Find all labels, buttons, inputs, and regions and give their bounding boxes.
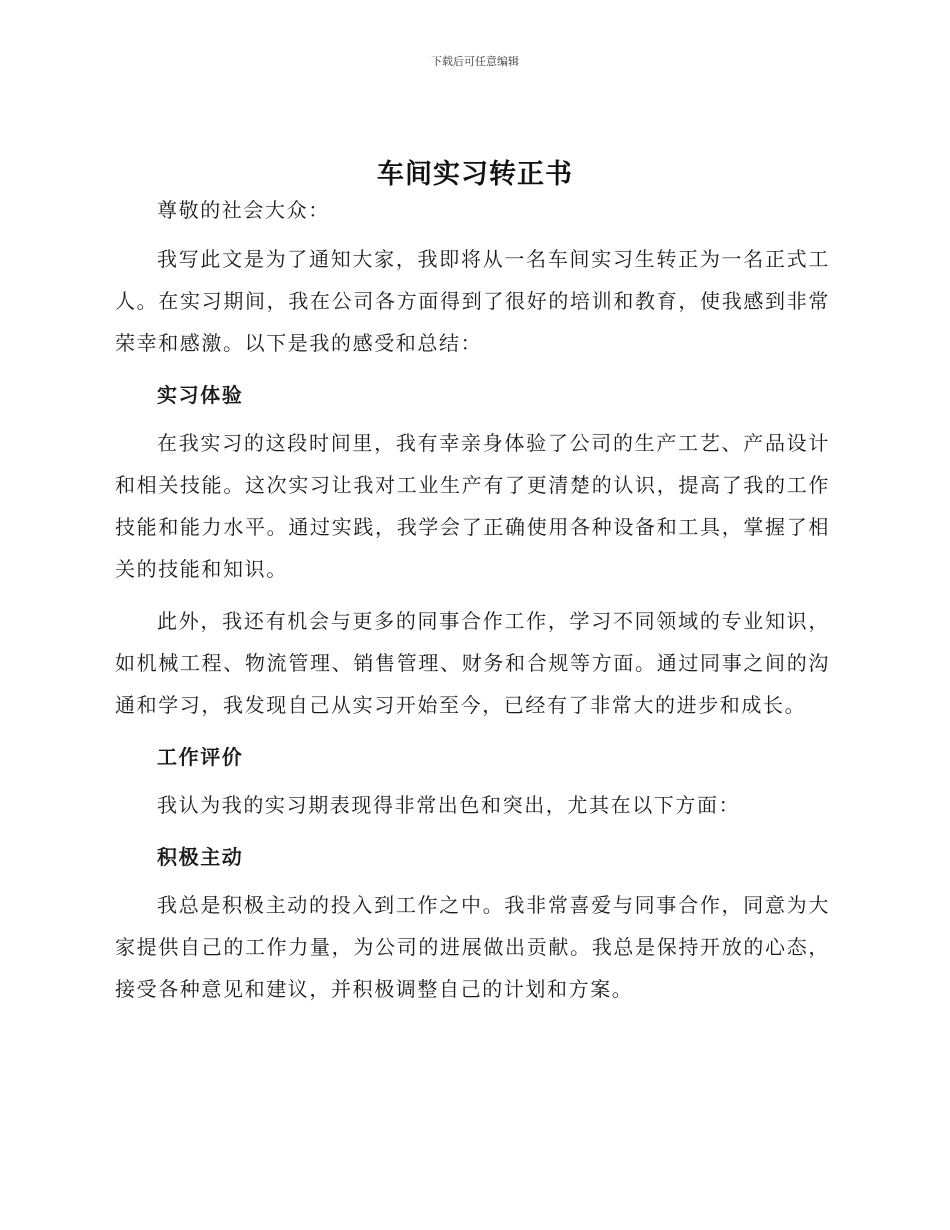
document-title: 车间实习转正书 (377, 159, 573, 190)
section-heading-experience: 实习体验 (157, 383, 244, 407)
greeting: 尊敬的社会大众： (157, 198, 330, 222)
initiative-paragraph: 我总是积极主动的投入到工作之中。我非常喜爱与同事合作，同意为大家提供自己的工作力量，为公司的进展做出贡献。我总是保持开放的心态，接受各种意见和建议，并积极调整自己的计划和方案。 (115, 893, 830, 1001)
section-heading-evaluation: 工作评价 (157, 745, 244, 769)
experience-paragraph-1: 在我实习的这段时间里，我有幸亲身体验了公司的生产工艺、产品设计和相关技能。这次实习让我对工业生产有了更清楚的认识，提高了我的工作技能和能力水平。通过实践，我学会了正确使用各种设备和工具，掌握了相关的技能和知识。 (115, 431, 830, 581)
section-heading-initiative: 积极主动 (157, 845, 244, 869)
experience-paragraph-2: 此外，我还有机会与更多的同事合作工作，学习不同领域的专业知识，如机械工程、物流管理、销售管理、财务和合规等方面。通过同事之间的沟通和学习，我发现自己从实习开始至今，已经有了非常大的进步和成长。 (115, 609, 830, 717)
document-body (115, 194, 830, 1020)
intro-paragraph: 我写此文是为了通知大家，我即将从一名车间实习生转正为一名正式工人。在实习期间，我在公司各方面得到了很好的培训和教育，使我感到非常荣幸和感激。以下是我的感受和总结： (115, 247, 830, 355)
header-note: 下载后可任意编辑 (431, 55, 519, 68)
evaluation-paragraph: 我认为我的实习期表现得非常出色和突出，尤其在以下方面： (157, 793, 741, 817)
